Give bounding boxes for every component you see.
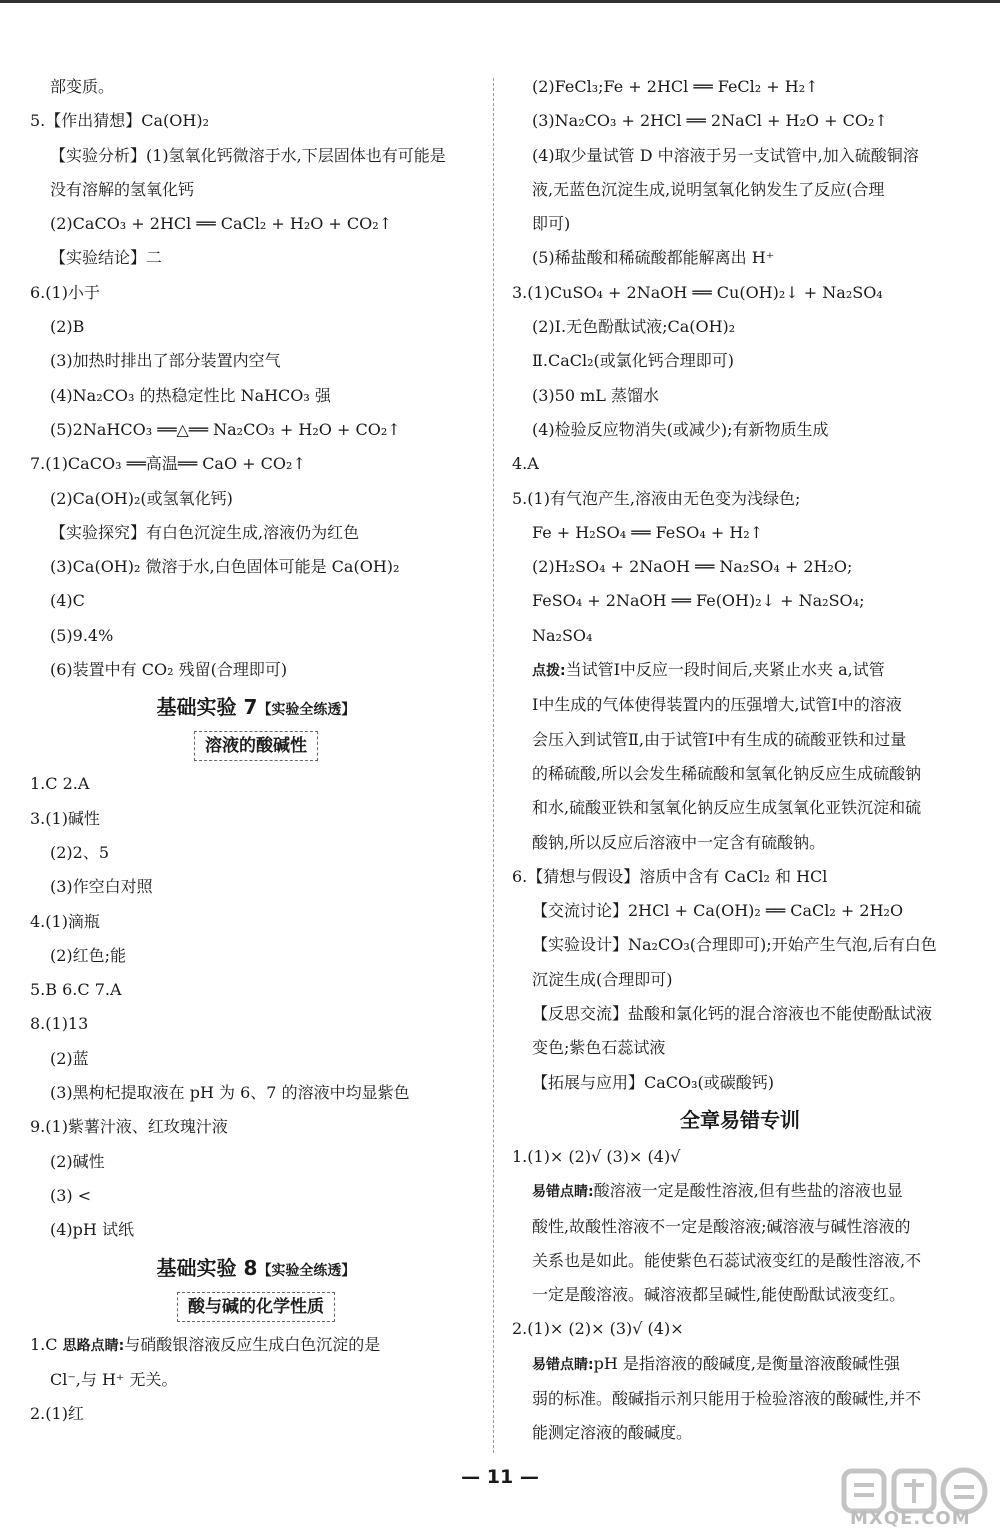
answer-text: 部变质。 xyxy=(50,77,115,96)
answer-line xyxy=(512,241,968,275)
hint-text: 与硝酸银溶液反应生成白色沉淀的是 xyxy=(124,1334,381,1354)
answer-line xyxy=(30,207,482,241)
answer-line xyxy=(30,939,482,973)
answer-item xyxy=(30,1328,482,1363)
answer-text: 8.(1)13 xyxy=(30,1014,89,1034)
answer-text: 3.(1)碱性 xyxy=(30,808,100,828)
section-title-tag: 【实验全练透】 xyxy=(257,1262,356,1279)
section-title-tag: 【实验全练透】 xyxy=(257,702,356,719)
answer-item xyxy=(512,482,968,516)
answer-text: 酸性,故酸性溶液不一定是酸溶液;碱溶液与碱性溶液的 xyxy=(532,1216,911,1236)
answer-item xyxy=(30,276,482,310)
answer-line xyxy=(512,997,968,1031)
answer-item xyxy=(30,973,482,1007)
answer-text: 液,无蓝色沉淀生成,说明氢氧化钠发生了反应(合理 xyxy=(532,179,885,199)
subsection-heading xyxy=(30,727,482,767)
answer-text: 【实验结论】二 xyxy=(50,248,163,268)
answer-text: 【实验设计】Na₂CO₃(合理即可);开始产生气泡,后有白色 xyxy=(532,935,937,955)
answer-line xyxy=(30,516,482,550)
answer-line xyxy=(30,413,482,447)
answer-text: 5.【作出猜想】Ca(OH)₂ xyxy=(30,111,210,131)
answer-line xyxy=(512,723,968,757)
answer-line xyxy=(30,1363,482,1397)
answer-text: (3)50 mL 蒸馏水 xyxy=(532,385,659,405)
subsection-heading xyxy=(30,1288,482,1328)
answer-line xyxy=(30,70,482,104)
answer-text: (2)2、5 xyxy=(50,842,110,862)
answer-text: (3)作空白对照 xyxy=(50,877,153,897)
answer-item xyxy=(30,767,482,801)
answer-line xyxy=(512,963,968,997)
section-title xyxy=(512,1100,968,1140)
answer-line xyxy=(30,241,482,275)
answer-text: 1.C 2.A xyxy=(30,774,90,794)
answer-text: 没有溶解的氢氧化钙 xyxy=(50,179,195,199)
answer-item xyxy=(30,1110,482,1144)
answer-text: (3)Na₂CO₃ + 2HCl ══ 2NaCl + H₂O + CO₂↑ xyxy=(532,111,888,131)
column-divider xyxy=(493,78,494,1453)
answer-item xyxy=(512,1312,968,1346)
answer-text: 【反思交流】盐酸和氯化钙的混合溶液也不能使酚酞试液 xyxy=(532,1004,933,1024)
answer-text: (4)取少量试管 D 中溶液于另一支试管中,加入硫酸铜溶 xyxy=(532,145,919,165)
answer-line xyxy=(30,482,482,516)
answer-text: 1.C xyxy=(30,1334,63,1354)
answer-text: (2)蓝 xyxy=(50,1048,89,1068)
answer-text: (2)Ⅰ.无色酚酞试液;Ca(OH)₂ xyxy=(532,317,736,337)
answer-line xyxy=(512,516,968,550)
hint-label: 点拨: xyxy=(532,663,566,680)
answer-line xyxy=(512,344,968,378)
answer-line xyxy=(30,836,482,870)
answer-line xyxy=(512,413,968,447)
answer-line xyxy=(512,1347,968,1382)
answer-line xyxy=(512,619,968,653)
answer-line xyxy=(512,653,968,688)
answer-text: 【交流讨论】2HCl + Ca(OH)₂ ══ CaCl₂ + 2H₂O xyxy=(532,901,904,921)
answer-text: FeSO₄ + 2NaOH ══ Fe(OH)₂↓ + Na₂SO₄; xyxy=(532,591,865,611)
answer-line xyxy=(512,1278,968,1312)
watermark-text: MXQE.COM xyxy=(850,1508,971,1529)
answer-text: 关系也是如此。能使紫色石蕊试液变红的是酸性溶液,不 xyxy=(532,1250,922,1270)
answer-text: (4)检验反应物消失(或减少);有新物质生成 xyxy=(532,419,829,439)
section-title xyxy=(30,687,482,727)
answer-line xyxy=(30,379,482,413)
hint-label: 思路点睛: xyxy=(62,1337,125,1354)
answer-text: Ⅰ中生成的气体使得装置内的压强增大,试管Ⅰ中的溶液 xyxy=(532,695,902,715)
answer-line xyxy=(30,139,482,173)
answer-text: (2)H₂SO₄ + 2NaOH ══ Na₂SO₄ + 2H₂O; xyxy=(532,557,853,577)
answer-item xyxy=(30,104,482,138)
section-title-text: 全章易错专训 xyxy=(680,1107,800,1132)
answer-line xyxy=(30,344,482,378)
answer-text: Ⅱ.CaCl₂(或氯化钙合理即可) xyxy=(532,351,735,371)
answer-line xyxy=(512,310,968,344)
answer-line xyxy=(30,310,482,344)
left-column xyxy=(30,70,482,1431)
hint-text: 当试管Ⅰ中反应一段时间后,夹紧止水夹 a,试管 xyxy=(565,660,885,680)
page-number: — 11 — xyxy=(461,1466,539,1488)
answer-line xyxy=(30,1145,482,1179)
answer-item xyxy=(30,905,482,939)
answer-text: (5)2NaHCO₃ ══△══ Na₂CO₃ + H₂O + CO₂↑ xyxy=(50,419,401,439)
answer-line xyxy=(512,928,968,962)
answer-text: (3)黑枸杞提取液在 pH 为 6、7 的溶液中均显紫色 xyxy=(50,1083,410,1103)
answer-text: 和水,硫酸亚铁和氢氧化钠反应生成氢氧化亚铁沉淀和硫 xyxy=(532,798,922,818)
answer-text: 能测定溶液的酸碱度。 xyxy=(532,1423,693,1443)
answer-text: (6)装置中有 CO₂ 残留(合理即可) xyxy=(50,660,288,680)
answer-line xyxy=(30,1042,482,1076)
hint-text: pH 是指溶液的酸碱度,是衡量溶液酸碱性强 xyxy=(593,1353,900,1373)
answer-line xyxy=(512,688,968,722)
answer-text: 3.(1)CuSO₄ + 2NaOH ══ Cu(OH)₂↓ + Na₂SO₄ xyxy=(512,282,883,302)
answer-line xyxy=(512,1210,968,1244)
answer-text: (2)B xyxy=(50,317,85,337)
hint-label: 易错点睛: xyxy=(532,1356,594,1373)
answer-text: (2)红色;能 xyxy=(50,945,127,965)
section-title-text: 基础实验 8 xyxy=(156,1255,258,1280)
answer-text: (3)加热时排出了部分装置内空气 xyxy=(50,351,281,371)
answer-text: (2)FeCl₃;Fe + 2HCl ══ FeCl₂ + H₂↑ xyxy=(532,77,819,96)
answer-line xyxy=(512,584,968,618)
answer-line xyxy=(30,653,482,687)
subsection-heading-box: 溶液的酸碱性 xyxy=(194,731,318,761)
answer-line xyxy=(512,550,968,584)
answer-line xyxy=(512,1416,968,1450)
answer-text: 4.A xyxy=(512,454,539,474)
answer-line xyxy=(512,70,968,104)
answer-text: (2)碱性 xyxy=(50,1151,105,1171)
answer-text: 一定是酸溶液。碱溶液都呈碱性,能使酚酞试液变红。 xyxy=(532,1285,906,1305)
answer-line xyxy=(30,1179,482,1213)
answer-text: 【拓展与应用】CaCO₃(或碳酸钙) xyxy=(532,1072,775,1092)
answer-text: (2)CaCO₃ + 2HCl ══ CaCl₂ + H₂O + CO₂↑ xyxy=(50,214,393,234)
answer-item xyxy=(512,276,968,310)
answer-line xyxy=(30,1213,482,1247)
answer-line xyxy=(30,584,482,618)
answer-line xyxy=(512,173,968,207)
subsection-heading-box: 酸与碱的化学性质 xyxy=(177,1292,335,1322)
answer-line xyxy=(512,1066,968,1100)
answer-text: 变色;紫色石蕊试液 xyxy=(532,1038,666,1058)
answer-text: 【实验分析】(1)氢氧化钙微溶于水,下层固体也有可能是 xyxy=(50,145,446,165)
answer-line xyxy=(512,826,968,860)
answer-text: 即可) xyxy=(532,214,571,234)
answer-line xyxy=(512,1174,968,1209)
answer-line xyxy=(512,1244,968,1278)
answer-line xyxy=(512,791,968,825)
answer-text: 7.(1)CaCO₃ ══高温══ CaO + CO₂↑ xyxy=(30,454,306,474)
answer-line xyxy=(30,619,482,653)
answer-text: 9.(1)紫薯汁液、红玫瑰汁液 xyxy=(30,1117,228,1137)
section-title xyxy=(30,1248,482,1288)
answer-text: 2.(1)红 xyxy=(30,1404,84,1424)
answer-line xyxy=(512,1031,968,1065)
answer-text: 1.(1)× (2)√ (3)× (4)√ xyxy=(512,1146,681,1166)
top-rule xyxy=(0,0,1000,3)
answer-line xyxy=(512,139,968,173)
answer-line xyxy=(512,894,968,928)
answer-text: 会压入到试管Ⅱ,由于试管Ⅰ中有生成的硫酸亚铁和过量 xyxy=(532,729,907,749)
answer-item xyxy=(30,1397,482,1431)
hint-label: 易错点睛: xyxy=(532,1184,594,1201)
answer-text: 4.(1)滴瓶 xyxy=(30,911,100,931)
answer-text: (3)Ca(OH)₂ 微溶于水,白色固体可能是 Ca(OH)₂ xyxy=(50,557,400,577)
answer-item xyxy=(30,802,482,836)
answer-text: (3) < xyxy=(50,1185,92,1205)
answer-text: 的稀硫酸,所以会发生稀硫酸和氢氧化钠反应生成硫酸钠 xyxy=(532,763,922,783)
answer-text: 5.(1)有气泡产生,溶液由无色变为浅绿色; xyxy=(512,488,801,508)
section-title-text: 基础实验 7 xyxy=(156,695,258,720)
answer-text: 弱的标准。酸碱指示剂只能用于检验溶液的酸碱性,并不 xyxy=(532,1388,922,1408)
answer-text: (4)pH 试纸 xyxy=(50,1220,134,1240)
hint-text: 酸溶液一定是酸性溶液,但有些盐的溶液也显 xyxy=(593,1181,903,1201)
answer-text: (5)9.4% xyxy=(50,625,114,645)
right-column xyxy=(512,70,968,1451)
answer-line xyxy=(512,104,968,138)
answer-line xyxy=(30,550,482,584)
answer-text: Fe + H₂SO₄ ══ FeSO₄ + H₂↑ xyxy=(532,522,764,542)
answer-line xyxy=(30,173,482,207)
answer-item xyxy=(512,860,968,894)
answer-item xyxy=(512,1140,968,1174)
answer-item xyxy=(30,1007,482,1041)
answer-text: 6.【猜想与假设】溶质中含有 CaCl₂ 和 HCl xyxy=(512,866,828,886)
answer-text: 5.B 6.C 7.A xyxy=(30,980,122,1000)
answer-text: (5)稀盐酸和稀硫酸都能解离出 H⁺ xyxy=(532,248,775,268)
answer-text: (4)Na₂CO₃ 的热稳定性比 NaHCO₃ 强 xyxy=(50,385,331,405)
answer-text: 【实验探究】有白色沉淀生成,溶液仍为红色 xyxy=(50,522,360,542)
answer-line xyxy=(30,870,482,904)
answer-text: 6.(1)小于 xyxy=(30,282,100,302)
answer-item xyxy=(512,447,968,481)
answer-line xyxy=(512,757,968,791)
answer-line xyxy=(512,379,968,413)
answer-item xyxy=(30,447,482,481)
answer-line xyxy=(512,207,968,241)
answer-text: 酸钠,所以反应后溶液中一定含有硫酸钠。 xyxy=(532,832,826,852)
answer-text: (4)C xyxy=(50,591,85,611)
answer-text: 沉淀生成(合理即可) xyxy=(532,969,673,989)
answer-text: Na₂SO₄ xyxy=(532,625,593,645)
answer-text: 2.(1)× (2)× (3)√ (4)× xyxy=(512,1319,684,1339)
answer-line xyxy=(512,1382,968,1416)
answer-text: Cl⁻,与 H⁺ 无关。 xyxy=(50,1369,178,1389)
answer-text: (2)Ca(OH)₂(或氢氧化钙) xyxy=(50,488,233,508)
answer-line xyxy=(30,1076,482,1110)
